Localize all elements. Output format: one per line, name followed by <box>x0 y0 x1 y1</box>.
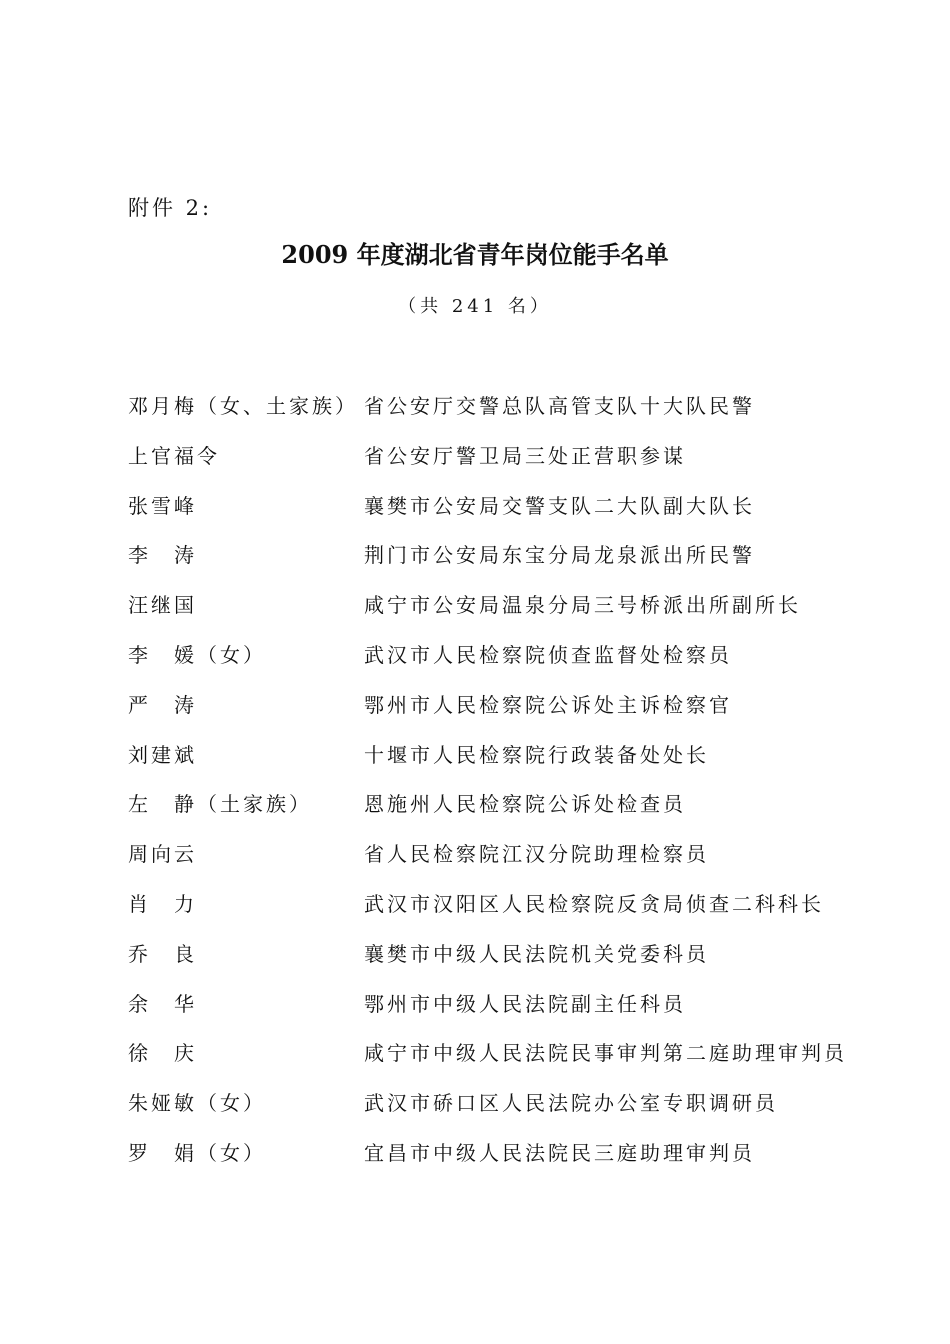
roster-list <box>128 391 847 1188</box>
person-name: 周向云 <box>128 842 197 867</box>
person-name: 余 华 <box>128 991 197 1016</box>
roster-row <box>128 740 828 790</box>
person-name: 邓月梅（女、土家族） <box>128 394 358 418</box>
roster-row <box>128 889 828 939</box>
roster-row <box>128 839 828 889</box>
person-position: 武汉市人民检察院侦查监督处检察员 <box>364 642 732 667</box>
person-position: 省公安厅警卫局三处正营职参谋 <box>364 443 686 468</box>
person-position: 鄂州市人民检察院公诉处主诉检察官 <box>364 692 732 717</box>
roster-row <box>128 640 828 690</box>
person-position: 襄樊市中级人民法院机关党委科员 <box>364 941 709 966</box>
person-name: 徐 庆 <box>128 1041 197 1066</box>
roster-row <box>128 540 828 590</box>
roster-row <box>128 441 828 491</box>
person-position: 荆门市公安局东宝分局龙泉派出所民警 <box>364 543 755 568</box>
roster-row <box>128 789 828 839</box>
person-name: 汪继国 <box>128 593 197 618</box>
page-title: 2009 年度湖北省青年岗位能手名单 <box>281 240 669 269</box>
person-position: 襄樊市公安局交警支队二大队副大队长 <box>364 493 755 518</box>
person-name: 左 静（土家族） <box>128 792 312 817</box>
roster-row <box>128 1138 828 1188</box>
attachment-label: 附件 2: <box>128 196 213 220</box>
person-name: 张雪峰 <box>128 493 197 518</box>
person-name: 刘建斌 <box>128 742 197 767</box>
person-name: 朱娅敏（女） <box>128 1091 266 1116</box>
person-name: 肖 力 <box>128 891 197 916</box>
person-position: 武汉市汉阳区人民检察院反贪局侦查二科科长 <box>364 891 824 916</box>
person-name: 李 媛（女） <box>128 642 266 667</box>
roster-row <box>128 391 828 441</box>
roster-row <box>128 1088 828 1138</box>
person-position: 恩施州人民检察院公诉处检查员 <box>364 792 686 817</box>
person-position: 十堰市人民检察院行政装备处处长 <box>364 742 709 767</box>
person-position: 咸宁市公安局温泉分局三号桥派出所副所长 <box>364 593 801 618</box>
person-name: 上官福令 <box>128 443 220 468</box>
roster-row <box>128 989 828 1039</box>
person-position: 武汉市硚口区人民法院办公室专职调研员 <box>364 1091 778 1116</box>
person-name: 严 涛 <box>128 692 197 717</box>
person-position: 咸宁市中级人民法院民事审判第二庭助理审判员 <box>364 1041 847 1066</box>
roster-row <box>128 690 828 740</box>
person-name: 乔 良 <box>128 941 197 966</box>
person-name: 罗 娟（女） <box>128 1140 266 1165</box>
person-position: 宜昌市中级人民法院民三庭助理审判员 <box>364 1140 755 1165</box>
roster-row <box>128 1038 847 1088</box>
person-position: 省公安厅交警总队高管支队十大队民警 <box>364 394 755 418</box>
roster-row <box>128 491 828 541</box>
roster-row <box>128 939 828 989</box>
roster-row <box>128 590 828 640</box>
person-position: 省人民检察院江汉分院助理检察员 <box>364 842 709 867</box>
count-note: （共 241 名） <box>398 296 552 317</box>
person-name: 李 涛 <box>128 543 197 568</box>
person-position: 鄂州市中级人民法院副主任科员 <box>364 991 686 1016</box>
